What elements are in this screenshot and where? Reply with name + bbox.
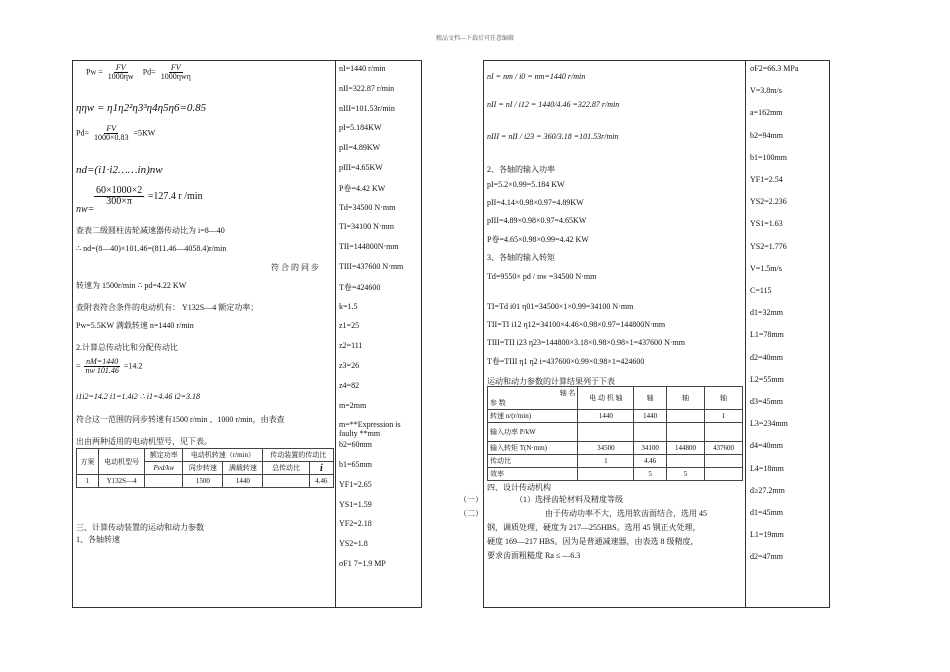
r3-label: 输入转矩 T(N·mm) (488, 442, 578, 455)
right-col-line: T卷=424600 (339, 282, 381, 292)
right-col-line: TII=144800N·mm (339, 242, 399, 252)
right-col-line: YS1=1.63 (750, 219, 783, 229)
th-full: 满载转速 (223, 462, 263, 475)
range-line: ∴ nd=(8—40)×101.46=(811.46—4058.4)r/min (76, 244, 227, 253)
th-axis-param (488, 387, 578, 410)
pd2-label: Pd= (76, 128, 89, 138)
rated-line: Pw=5.5KW 满载转速 n=1440 r/min (76, 321, 194, 330)
r1-v1: 1440 (634, 410, 667, 423)
right-col-line: L3=234mm (750, 419, 788, 429)
right-col-line: pIII=4.65KW (339, 163, 383, 172)
right-col-line: nIII=101.53r/min (339, 103, 395, 113)
th-a3: 轴 (705, 387, 743, 410)
pd-den: 1000ηwη (160, 72, 191, 81)
s3-sub: 1、各轴转速 (76, 535, 120, 544)
right-col-line: L1=78mm (750, 330, 784, 340)
page-header: 精品文档---下载后可任意编辑 (436, 36, 514, 42)
pd-label: Pd= (142, 67, 156, 77)
right-col-line: V=1.5m/s (750, 263, 782, 273)
pw-fraction (106, 64, 136, 81)
right-col-line: YF1=2.65 (339, 479, 372, 489)
th-power: 额定功率 (145, 449, 183, 462)
right-col-line: a=162mm (750, 108, 783, 118)
th-axis: 轴 名 (559, 389, 576, 397)
r1-v2 (667, 410, 705, 423)
fit-line: 符合这一范围的同步转速有1500 r/min 、1000 r/min，由表查 (76, 415, 285, 424)
speed-line: 转速为 1500r/min ∴ pd=4.22 KW (76, 281, 187, 290)
s4-b-text: 由于传动功率不大，选用软齿面结合，选用 45 (545, 509, 707, 518)
r3-v2: 144800 (667, 442, 705, 455)
td-scheme: 1 (77, 475, 99, 488)
pd2-formula (76, 125, 155, 142)
r2-v2 (667, 423, 705, 442)
p4-line: P卷=4.65×0.98×0.99=4.42 KW (487, 235, 589, 244)
pw-den: 1000ηw (107, 72, 134, 81)
td-power (145, 475, 183, 488)
r4-v2 (667, 455, 705, 468)
th-a1: 轴 (634, 387, 667, 410)
s4-b-mark: （二） (459, 509, 483, 518)
right-col-line: b1=100mm (750, 152, 787, 162)
right-col-line: d2=40mm (750, 352, 783, 362)
right-col-line: YF1=2.54 (750, 175, 783, 184)
s4-a-mark: （一） (459, 495, 483, 504)
right-col-line: YS2=1.8 (339, 539, 368, 549)
th-a2: 轴 (667, 387, 705, 410)
pick-line: 出由两种适用的电动机型号，见下表。 (76, 437, 212, 446)
t1-line: TI=Td i01 η01=34500×1×0.99=34100 N·mm (487, 302, 634, 311)
td-sync: 1500 (183, 475, 223, 488)
right-col-line: Td=34500 N·mm (339, 202, 396, 212)
r4-v0: 1 (578, 455, 634, 468)
n2-line: nII = nI / i12 = 1440/4.46 =322.87 r/min (487, 100, 620, 109)
right-col-line: YS2=1.776 (750, 241, 787, 251)
s4-b (459, 508, 707, 519)
iratio-den: nw 101.46 (85, 366, 119, 375)
iratio-formula (76, 358, 142, 375)
th-i: i (309, 462, 333, 475)
right-col-line: TIII=437600 N·mm (339, 262, 404, 271)
param-table (487, 386, 743, 481)
nw-den: 300×π (106, 196, 132, 207)
right-col-line: k=1.5 (339, 301, 358, 311)
right-col-line: b2=94mm (750, 130, 783, 140)
td-i: 4.46 (309, 475, 333, 488)
pw-label: Pw = (86, 67, 103, 77)
nw-num: 60×1000×2 (96, 185, 143, 196)
motor-line: 查附表符合条件的电动机有： Y132S—4 额定功率； (76, 303, 259, 312)
t3-line: TIII=TII i23 η23=144800×3.18×0.98×0.98×1=437600 N·mm (487, 338, 685, 347)
pd-num: FV (170, 63, 181, 72)
right-col-line: nI=1440 r/min (339, 64, 386, 73)
r4-label: 传动比 (488, 455, 578, 468)
iratio-fraction (84, 358, 121, 375)
th-power-unit: Ped/kw (145, 462, 183, 475)
r5-v0 (578, 468, 634, 481)
pd2-fraction (92, 125, 131, 142)
right-col-line: pI=5.184KW (339, 123, 382, 133)
th-model: 电动机型号 (98, 449, 144, 475)
iratio-num: nM=1440 (86, 357, 119, 366)
pw-pd-formula (86, 64, 194, 81)
right-col-line: L2=55mm (750, 374, 784, 384)
power-title: 2、各轴的输入功率 (487, 165, 555, 174)
r5-v2: 5 (667, 468, 705, 481)
s4-b4: 要求齿面粗糙度 Ra ≤ —6.3 (487, 551, 581, 560)
r1-label: 转速 n/(r/min) (488, 410, 578, 423)
right-col-line: V=3.8m/s (750, 86, 782, 96)
th-total: 总传动比 (263, 462, 309, 475)
right-col-line: C=115 (750, 286, 772, 295)
pd2-tail: =5KW (133, 128, 156, 138)
r2-v3 (705, 423, 743, 442)
n1-line: nI = nm / i0 = nm=1440 r/min (487, 72, 586, 81)
motor-table (76, 448, 334, 488)
split-line: i1i2=14.2 i1=1.4i2 ∴ i1=4.46 i2=3.18 (76, 392, 201, 401)
th-sync: 同步转速 (183, 462, 223, 475)
td-line: Td=9550× pd / nw =34500 N·mm (487, 272, 597, 281)
table-title: 运动和动力参数的计算结果列于下表 (487, 377, 615, 386)
t2-line: TII=TI i12 η12=34100×4.46×0.98×0.97=144800N·mm (487, 320, 666, 329)
right-col-line: z2=111 (339, 341, 363, 351)
pd2-den: 1000×0.83 (93, 133, 129, 142)
th-ratio: 传动装置的传动比 (263, 449, 334, 462)
right-col-line: z4=82 (339, 380, 360, 390)
pd2-num: FV (106, 124, 117, 133)
right-col-line: m=2mm (339, 400, 367, 410)
s4-a (459, 494, 623, 505)
right-col-line: m=**Expression is faulty **mm (339, 420, 401, 439)
s3-title: 三、计算传动装置的运动和动力参数 (76, 523, 204, 532)
r4-v1: 4.46 (634, 455, 667, 468)
r3-v0: 34500 (578, 442, 634, 455)
s4-b2: 钢，调质处理，硬度为 217—255HBS。选用 45 钢正火处理， (487, 523, 701, 532)
right-col-line: z3=26 (339, 361, 360, 370)
nw-tail: =127.4 r /min (147, 190, 203, 202)
eta-line: ηηw = η1η2²η3³η4η5η6=0.85 (76, 102, 207, 114)
r1-v0: 1440 (578, 410, 634, 423)
check-line: 查表二级圆柱齿轮减速器传动比为 i=8—40 (76, 226, 225, 235)
pd-fraction (159, 64, 193, 81)
right-col-line: L1=19mm (750, 530, 784, 540)
right-col-line: b2=60mm (339, 440, 372, 450)
right-col-line: d1=32mm (750, 308, 783, 318)
td-full: 1440 (223, 475, 263, 488)
p1-line: pI=5.2×0.99=5.184 KW (487, 180, 565, 189)
th-motor: 电 动 机 轴 (578, 387, 634, 410)
r2-v1 (634, 423, 667, 442)
right-col-line: b1=65mm (339, 460, 372, 469)
right-col-line: d3=45mm (750, 397, 783, 406)
right-col-line: L4=18mm (750, 463, 784, 473)
s4-b3: 硬度 169—217 HBS。因为是普通减速器，由表选 8 级精度， (487, 537, 699, 546)
right-col-line: pII=4.89KW (339, 143, 381, 153)
r3-v3: 437600 (705, 442, 743, 455)
right-col-line: d1=45mm (750, 508, 783, 517)
sync-tail: 符 合 的 同 步 (271, 263, 319, 272)
n3-line: nIII = nII / i23 = 360/3.18 =101.53r/min (487, 132, 619, 141)
pw-num: FV (115, 63, 126, 72)
page1-divider (335, 60, 336, 607)
r2-label: 输入功率 P/kW (488, 423, 578, 442)
t4-line: T卷=TIII η1 η2 i=437600×0.99×0.98×1=424600 (487, 357, 645, 366)
r3-v1: 34100 (634, 442, 667, 455)
right-col-line: TI=34100 N·mm (339, 222, 394, 232)
nw-label: nw= (76, 204, 95, 215)
right-col-line: YF2=2.18 (339, 519, 372, 529)
s4-title: 四、设计传动机构 (487, 483, 551, 492)
right-col-line: σF1 7=1.9 MP (339, 559, 386, 568)
nw-fraction (94, 186, 144, 207)
th-param: 参 数 (490, 399, 506, 407)
iratio-left: = (76, 361, 81, 371)
r5-v1: 5 (634, 468, 667, 481)
page2-divider (745, 60, 746, 607)
right-col-line: d≥27.2mm (750, 485, 785, 495)
nd-line: nd=(i1·i2……in)nw (76, 164, 163, 176)
right-col-line: YS2=2.236 (750, 197, 787, 207)
r2-v0 (578, 423, 634, 442)
nw-formula (76, 186, 203, 207)
p2-line: pII=4.14×0.98×0.97=4.89KW (487, 198, 584, 207)
th-speed: 电动机转速（r/min） (183, 449, 263, 462)
iratio-tail: =14.2 (123, 361, 143, 371)
right-col-line: nII=322.87 r/min (339, 83, 395, 93)
th-scheme: 方案 (77, 449, 99, 475)
r4-v3 (705, 455, 743, 468)
r5-label: 效率 (488, 468, 578, 481)
right-col-line: σF2=66.3 MPa (750, 64, 799, 73)
r5-v3 (705, 468, 743, 481)
right-col-line: d2=47mm (750, 552, 783, 562)
r1-v3: 1 (705, 410, 743, 423)
s4-a-text: （1）选择齿轮材料及精度等级 (515, 495, 623, 504)
p3-line: pIII=4.89×0.98×0.97=4.65KW (487, 216, 587, 225)
right-col-line: d4=40mm (750, 441, 783, 451)
right-col-line: YS1=1.59 (339, 499, 372, 509)
right-col-line: z1=25 (339, 321, 360, 331)
td-model: Y132S—4 (98, 475, 144, 488)
right-col-line: P卷=4.42 KW (339, 183, 386, 193)
td-total (263, 475, 309, 488)
torque-title: 3、各轴的输入转矩 (487, 253, 555, 262)
ratio-title: 2.计算总传动比和分配传动比 (76, 343, 178, 352)
